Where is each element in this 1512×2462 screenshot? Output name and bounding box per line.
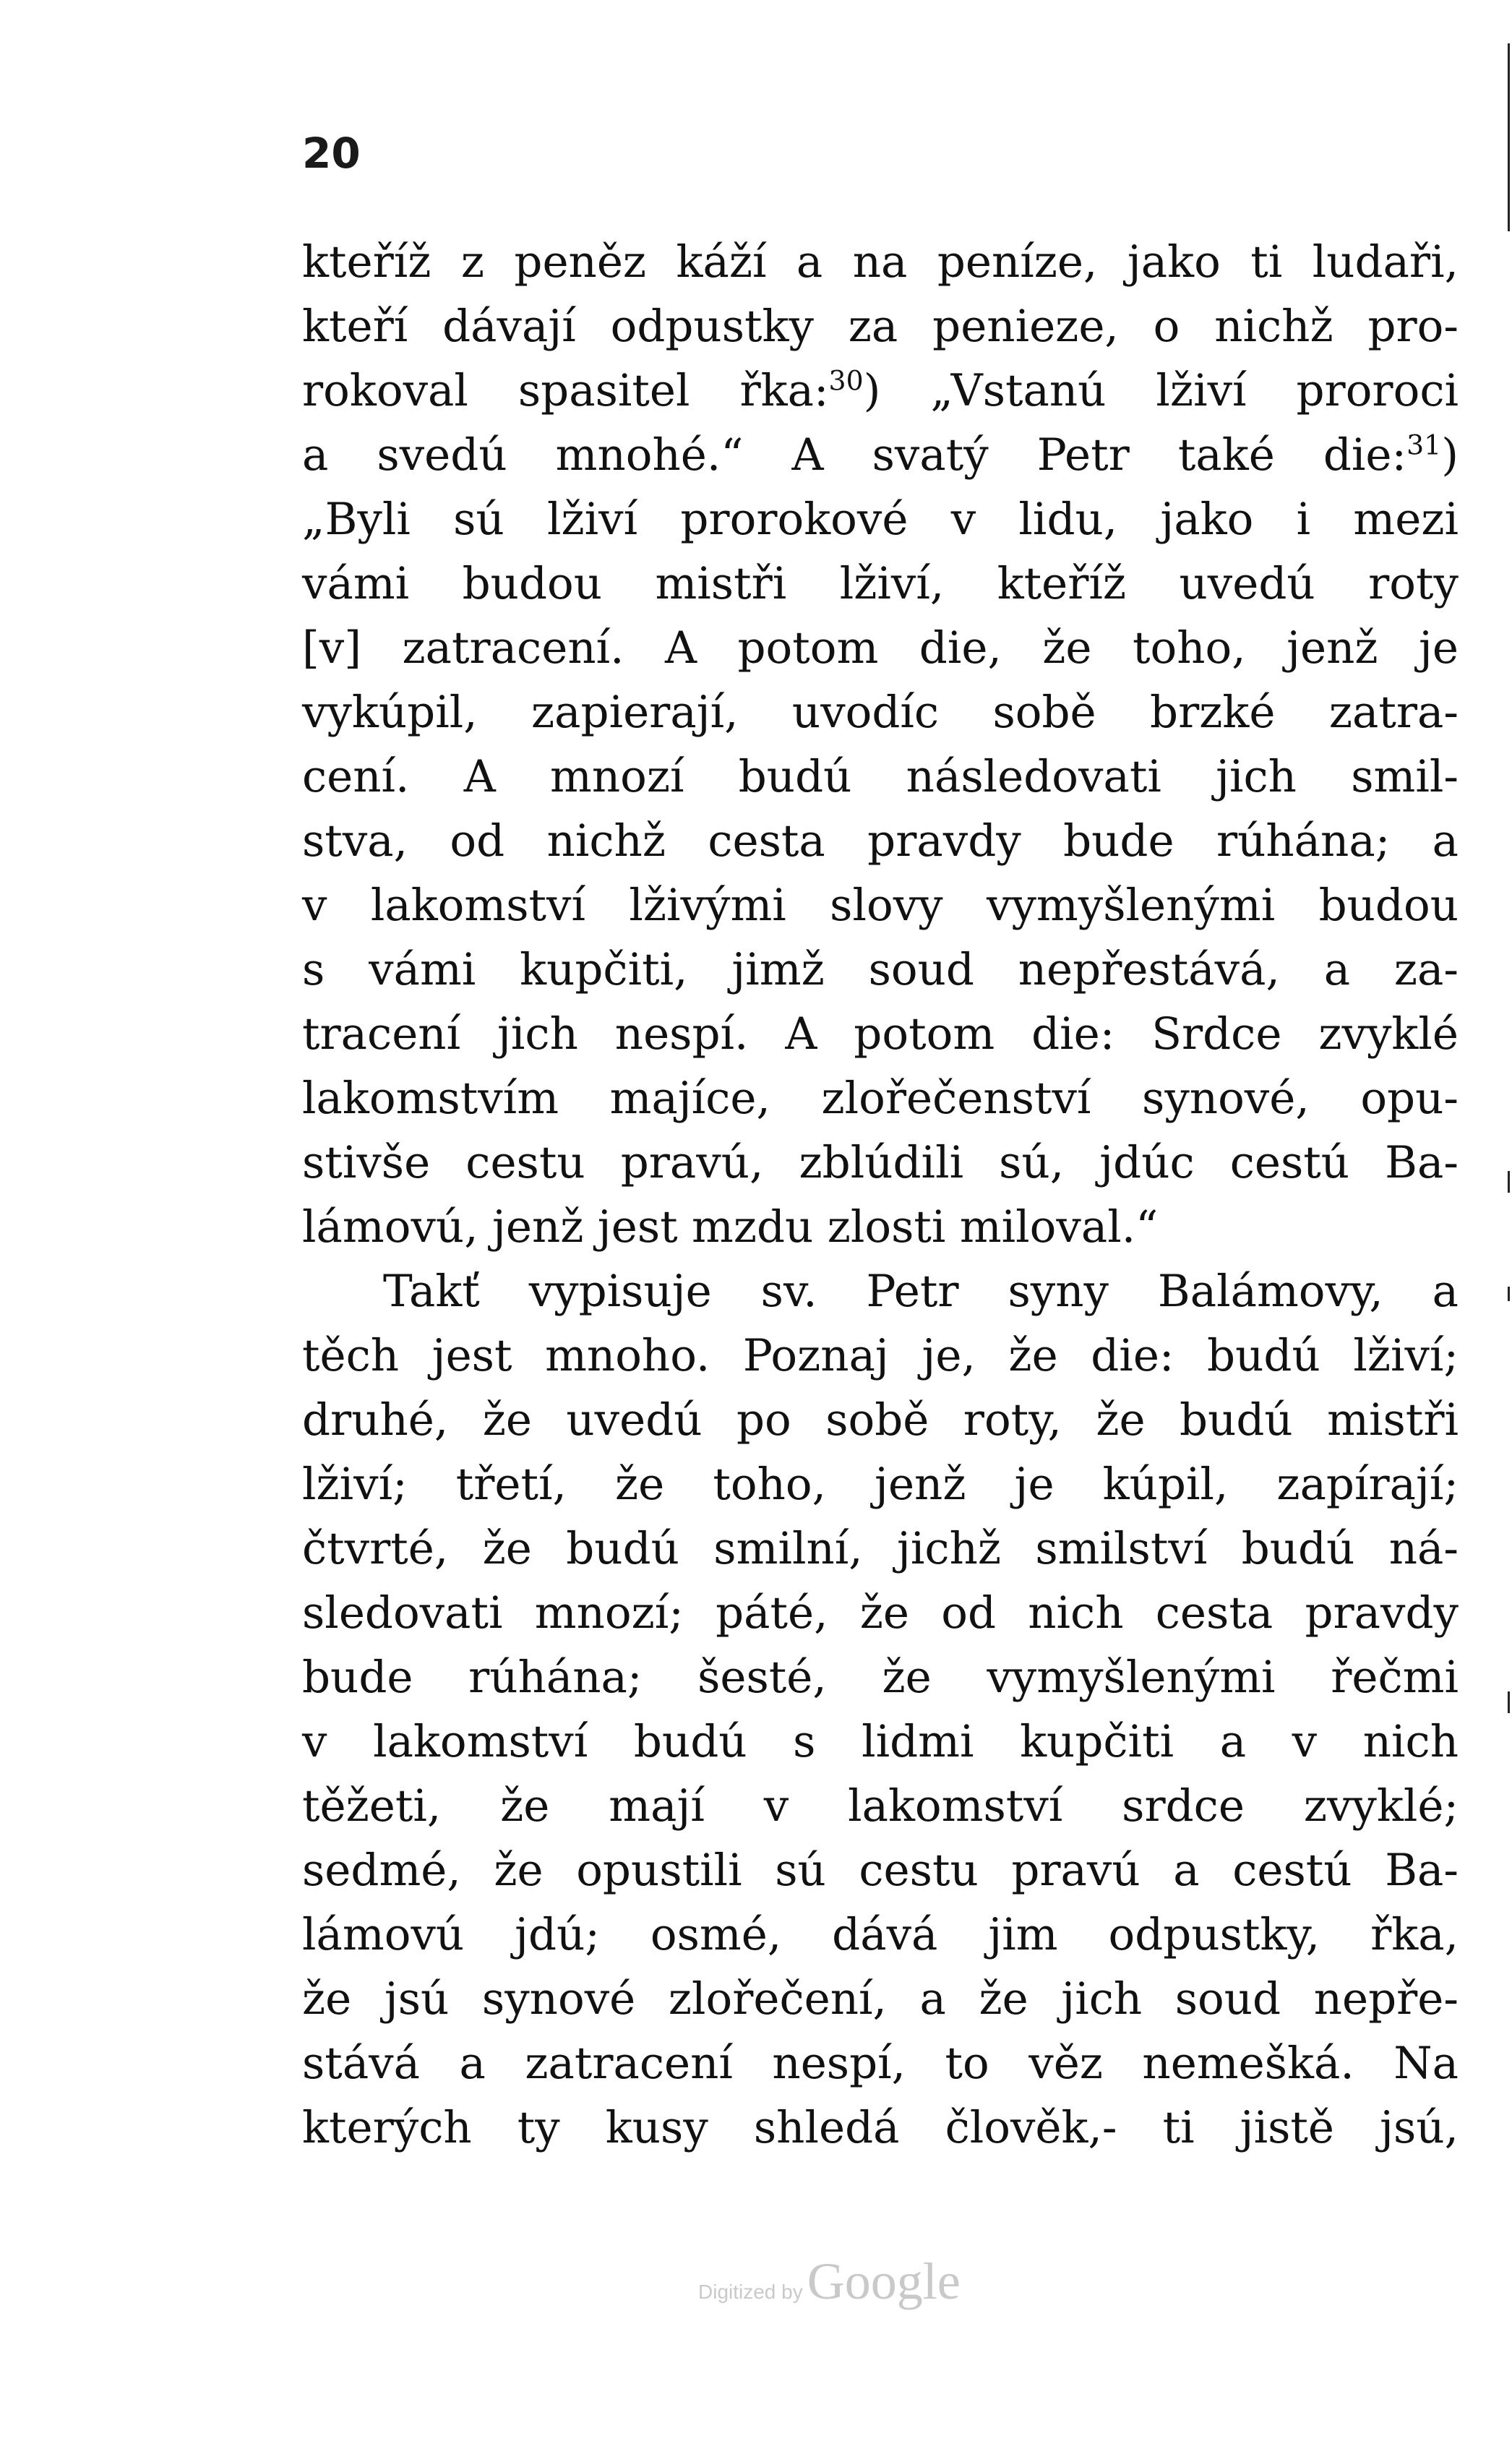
- text-line: kterých ty kusy shledá člověk,- ti jistě jsú,: [302, 2102, 1459, 2153]
- text-line: vykúpil, zapierají, uvodíc sobě brzké zatra-: [302, 687, 1459, 738]
- text-line: lámovú jdú; osmé, dává jim odpustky, řka,: [302, 1909, 1459, 1960]
- text-line: „Byli sú lživí prorokové v lidu, jako i mezi: [302, 494, 1459, 545]
- scan-edge-line: [1508, 43, 1510, 231]
- text-line: těch jest mnoho. Poznaj je, že die: budú lživí;: [302, 1330, 1459, 1381]
- text-line: těžeti, že mají v lakomství srdce zvyklé;: [302, 1780, 1459, 1832]
- text-line: čtvrté, že budú smilní, jichž smilství budú ná-: [302, 1523, 1459, 1574]
- text-line: lakomstvím majíce, zlořečenství synové, opu-: [302, 1073, 1459, 1124]
- text-line: tracení jich nespí. A potom die: Srdce zvyklé: [302, 1008, 1459, 1060]
- text-line: lámovú, jenž jest mzdu zlosti miloval.“: [302, 1201, 1159, 1253]
- text-line: lživí; třetí, že toho, jenž je kúpil, zapírají;: [302, 1459, 1459, 1510]
- scan-edge-line: [1508, 1171, 1510, 1193]
- text-line: že jsú synové zlořečení, a že jich soud nepře-: [302, 1973, 1459, 2025]
- watermark-brand: Google: [807, 2252, 961, 2310]
- page-number: 20: [302, 129, 361, 178]
- text-line: v lakomství lživými slovy vymyšlenými budou: [302, 880, 1459, 931]
- footnote-ref: 31: [1406, 429, 1442, 461]
- text-line: stivše cestu pravú, zblúdili sú, jdúc cestú Ba-: [302, 1137, 1459, 1188]
- text-line: stává a zatracení nespí, to věz nemešká. Na: [302, 2038, 1459, 2089]
- text-line: bude rúhána; šesté, že vymyšlenými řečmi: [302, 1652, 1459, 1703]
- footnote-ref: 30: [828, 364, 864, 397]
- digitization-watermark: [698, 2252, 961, 2312]
- text-line: sedmé, že opustili sú cestu pravú a cestú Ba-: [302, 1845, 1459, 1896]
- text-line: [v] zatracení. A potom die, že toho, jenž je: [302, 622, 1459, 674]
- text-line: stva, od nichž cesta pravdy bude rúhána; a: [302, 815, 1459, 867]
- text-line: cení. A mnozí budú následovati jich smil-: [302, 751, 1459, 802]
- text-line: v lakomství budú s lidmi kupčiti a v nich: [302, 1716, 1459, 1767]
- text-line: sledovati mnozí; páté, že od nich cesta pravdy: [302, 1587, 1459, 1639]
- text-line: kteří dávají odpustky za penieze, o nichž pro-: [302, 301, 1459, 352]
- scan-edge-line: [1508, 1287, 1510, 1301]
- text-line: druhé, že uvedú po sobě roty, že budú mistři: [302, 1394, 1459, 1446]
- text-line: a svedú mnohé.“ A svatý Petr také die:$^{31}$): [302, 429, 1459, 481]
- paragraph-start-line: Takť vypisuje sv. Petr syny Balámovy, a: [383, 1266, 1459, 1317]
- body-text: [302, 230, 1459, 2160]
- text-line: vámi budou mistři lživí, kteříž uvedú roty: [302, 558, 1459, 609]
- text-line: kteříž z peněz káží a na peníze, jako ti ludaři,: [302, 236, 1459, 288]
- watermark-prefix: Digitized by: [698, 2281, 803, 2303]
- text-line: s vámi kupčiti, jimž soud nepřestává, a za-: [302, 944, 1459, 995]
- scan-edge-line: [1508, 1691, 1510, 1713]
- text-line: rokoval spasitel řka:$^{30}$) „Vstanú lživí proroci: [302, 364, 1459, 416]
